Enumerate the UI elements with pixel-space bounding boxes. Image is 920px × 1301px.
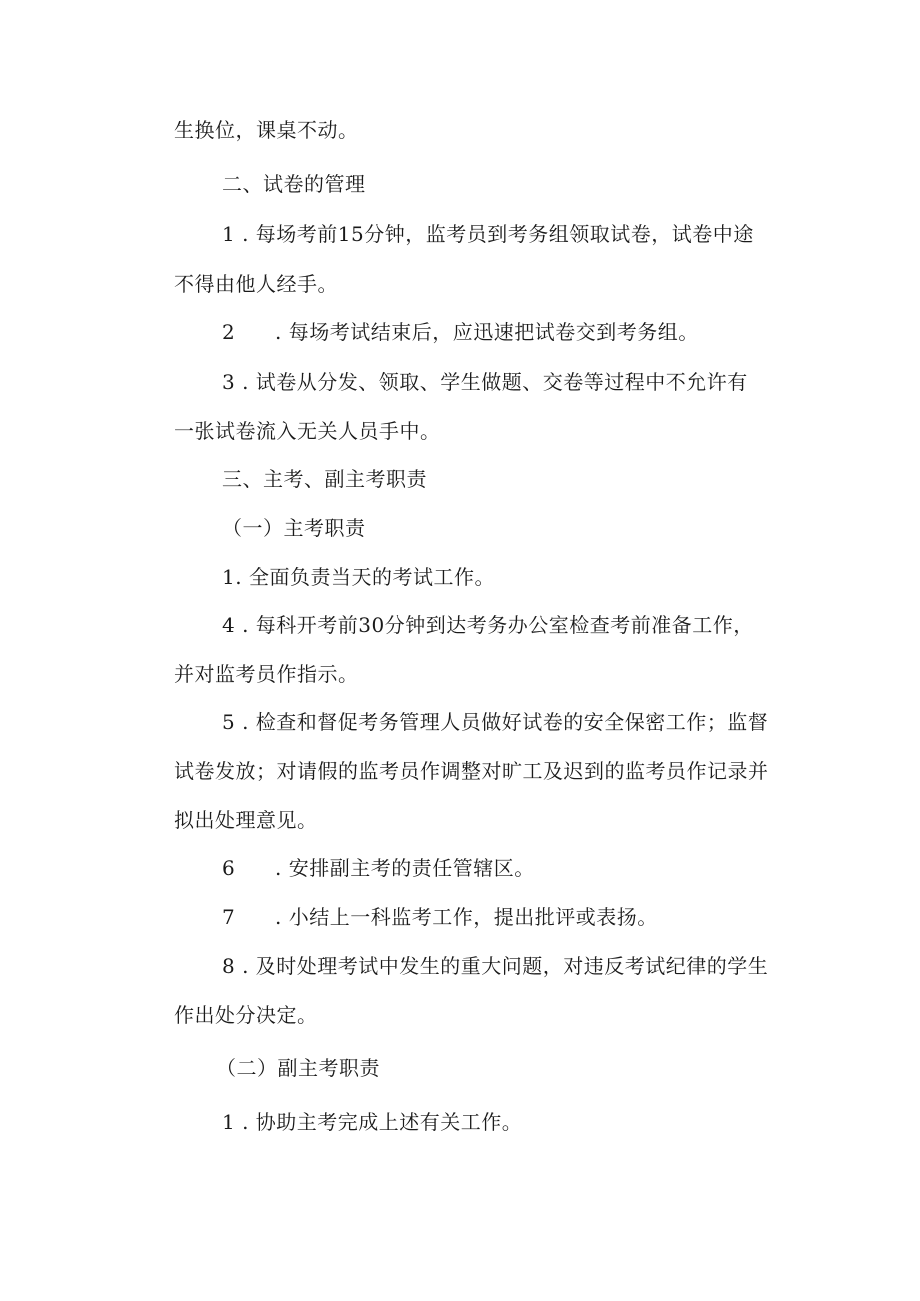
list-item-text: . 安排副主考的责任管辖区。	[275, 856, 535, 880]
paragraph-line: 拟出处理意见。	[174, 808, 318, 832]
paragraph-line: 试卷发放；对请假的监考员作调整对旷工及迟到的监考员作记录并	[174, 759, 769, 783]
section-heading: 二、试卷的管理	[222, 172, 366, 196]
list-item-text: . 小结上一科监考工作，提出批评或表扬。	[275, 905, 658, 929]
section-heading: 三、主考、副主考职责	[222, 467, 427, 491]
subsection-heading: （二）副主考职责	[216, 1056, 380, 1080]
subsection-heading: （一）主考职责	[222, 516, 366, 540]
paragraph-line: 并对监考员作指示。	[174, 662, 359, 686]
list-item-text: 1 . 协助主考完成上述有关工作。	[222, 1110, 523, 1134]
list-item-text: . 每场考试结束后，应迅速把试卷交到考务组。	[275, 320, 699, 344]
paragraph-line: 作出处分决定。	[174, 1003, 318, 1027]
list-item-text: 1. 全面负责当天的考试工作。	[222, 565, 495, 589]
list-item-number: 2	[222, 320, 236, 344]
paragraph-line: 不得由他人经手。	[174, 272, 338, 296]
list-item-text: 1 . 每场考前15分钟，监考员到考务组领取试卷，试卷中途	[222, 222, 754, 246]
list-item-text: 4 . 每科开考前30分钟到达考务办公室检查考前准备工作，	[222, 613, 754, 637]
list-item-text: 3 . 试卷从分发、领取、学生做题、交卷等过程中不允许有	[222, 370, 748, 394]
list-item-text: 8 . 及时处理考试中发生的重大问题，对违反考试纪律的学生	[222, 954, 769, 978]
list-item-number: 7	[222, 905, 236, 929]
list-item-text: 5 . 检查和督促考务管理人员做好试卷的安全保密工作；监督	[222, 710, 769, 734]
paragraph-line: 生换位，课桌不动。	[174, 118, 359, 142]
list-item-number: 6	[222, 856, 236, 880]
paragraph-line: 一张试卷流入无关人员手中。	[174, 419, 441, 443]
